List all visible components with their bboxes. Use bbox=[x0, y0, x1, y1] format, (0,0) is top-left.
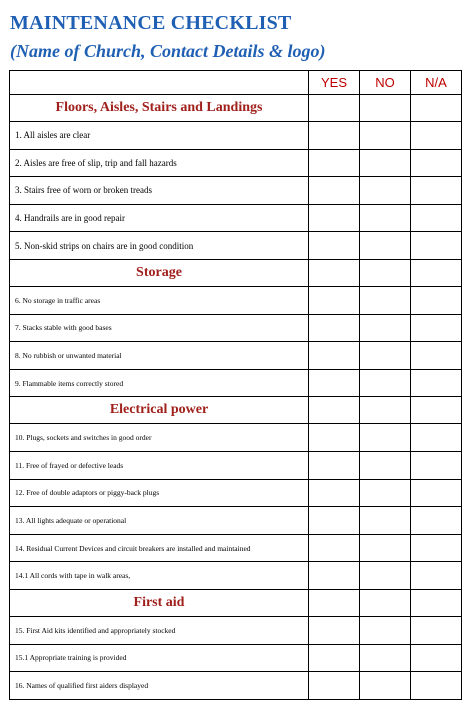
checklist-item-label: 15. First Aid kits identified and appropriately stocked bbox=[10, 616, 309, 644]
section-heading-row bbox=[10, 259, 462, 286]
checkbox-cell-no[interactable] bbox=[360, 644, 411, 672]
checklist-item-label: 16. Names of qualified first aiders displayed bbox=[10, 672, 309, 700]
section-heading: Storage bbox=[10, 259, 309, 286]
checkbox-cell-na[interactable] bbox=[411, 616, 462, 644]
checkbox-cell-na[interactable] bbox=[411, 204, 462, 232]
checkbox-cell-yes[interactable] bbox=[309, 562, 360, 590]
section-blank-cell-no bbox=[360, 397, 411, 424]
checkbox-cell-no[interactable] bbox=[360, 286, 411, 314]
checkbox-cell-na[interactable] bbox=[411, 644, 462, 672]
checkbox-cell-no[interactable] bbox=[360, 616, 411, 644]
column-header-yes: YES bbox=[309, 71, 360, 95]
checkbox-cell-na[interactable] bbox=[411, 232, 462, 260]
checkbox-cell-na[interactable] bbox=[411, 342, 462, 370]
checkbox-cell-na[interactable] bbox=[411, 177, 462, 205]
checkbox-cell-na[interactable] bbox=[411, 507, 462, 535]
checklist-item-label: 6. No storage in traffic areas bbox=[10, 286, 309, 314]
section-blank-cell-yes bbox=[309, 95, 360, 122]
checkbox-cell-no[interactable] bbox=[360, 424, 411, 452]
checklist-row bbox=[10, 149, 462, 177]
checkbox-cell-yes[interactable] bbox=[309, 451, 360, 479]
checkbox-cell-yes[interactable] bbox=[309, 286, 360, 314]
checkbox-cell-no[interactable] bbox=[360, 507, 411, 535]
section-heading: Floors, Aisles, Stairs and Landings bbox=[10, 95, 309, 122]
checkbox-cell-na[interactable] bbox=[411, 672, 462, 700]
checklist-item-label: 4. Handrails are in good repair bbox=[10, 204, 309, 232]
section-blank-cell-yes bbox=[309, 259, 360, 286]
checklist-row bbox=[10, 672, 462, 700]
checklist-item-label: 3. Stairs free of worn or broken treads bbox=[10, 177, 309, 205]
checklist-item-label: 9. Flammable items correctly stored bbox=[10, 369, 309, 397]
checkbox-cell-no[interactable] bbox=[360, 479, 411, 507]
column-header-na: N/A bbox=[411, 71, 462, 95]
checklist-row bbox=[10, 314, 462, 342]
checkbox-cell-no[interactable] bbox=[360, 204, 411, 232]
checkbox-cell-na[interactable] bbox=[411, 479, 462, 507]
checklist-item-label: 14.1 All cords with tape in walk areas, bbox=[10, 562, 309, 590]
checkbox-cell-yes[interactable] bbox=[309, 507, 360, 535]
checkbox-cell-no[interactable] bbox=[360, 232, 411, 260]
checkbox-cell-no[interactable] bbox=[360, 177, 411, 205]
checkbox-cell-na[interactable] bbox=[411, 286, 462, 314]
checkbox-cell-no[interactable] bbox=[360, 369, 411, 397]
checklist-row bbox=[10, 451, 462, 479]
checkbox-cell-yes[interactable] bbox=[309, 534, 360, 562]
checkbox-cell-no[interactable] bbox=[360, 122, 411, 150]
section-blank-cell-na bbox=[411, 397, 462, 424]
checkbox-cell-yes[interactable] bbox=[309, 424, 360, 452]
checkbox-cell-yes[interactable] bbox=[309, 232, 360, 260]
checklist-item-label: 13. All lights adequate or operational bbox=[10, 507, 309, 535]
section-heading-row bbox=[10, 397, 462, 424]
header-blank-cell bbox=[10, 71, 309, 95]
checklist-row bbox=[10, 562, 462, 590]
page-title: MAINTENANCE CHECKLIST bbox=[10, 12, 292, 34]
checkbox-cell-no[interactable] bbox=[360, 342, 411, 370]
checklist-item-label: 10. Plugs, sockets and switches in good order bbox=[10, 424, 309, 452]
section-heading: Electrical power bbox=[10, 397, 309, 424]
header-row bbox=[10, 71, 462, 95]
section-blank-cell-no bbox=[360, 259, 411, 286]
checklist-row bbox=[10, 177, 462, 205]
checklist-row bbox=[10, 479, 462, 507]
checklist-row bbox=[10, 424, 462, 452]
section-blank-cell-na bbox=[411, 589, 462, 616]
checkbox-cell-yes[interactable] bbox=[309, 672, 360, 700]
checkbox-cell-yes[interactable] bbox=[309, 616, 360, 644]
section-blank-cell-na bbox=[411, 95, 462, 122]
checklist-row bbox=[10, 644, 462, 672]
checklist-row bbox=[10, 507, 462, 535]
checkbox-cell-yes[interactable] bbox=[309, 122, 360, 150]
checkbox-cell-na[interactable] bbox=[411, 149, 462, 177]
checkbox-cell-na[interactable] bbox=[411, 122, 462, 150]
checkbox-cell-no[interactable] bbox=[360, 149, 411, 177]
section-heading: First aid bbox=[10, 589, 309, 616]
checkbox-cell-no[interactable] bbox=[360, 672, 411, 700]
checkbox-cell-no[interactable] bbox=[360, 534, 411, 562]
checkbox-cell-na[interactable] bbox=[411, 451, 462, 479]
checklist-item-label: 14. Residual Current Devices and circuit breakers are installed and maintained bbox=[10, 534, 309, 562]
checklist-row bbox=[10, 232, 462, 260]
checkbox-cell-no[interactable] bbox=[360, 451, 411, 479]
column-header-no: NO bbox=[360, 71, 411, 95]
section-blank-cell-yes bbox=[309, 589, 360, 616]
checklist-row bbox=[10, 369, 462, 397]
checkbox-cell-yes[interactable] bbox=[309, 204, 360, 232]
checklist-row bbox=[10, 616, 462, 644]
checkbox-cell-no[interactable] bbox=[360, 562, 411, 590]
checklist-item-label: 12. Free of double adaptors or piggy-back plugs bbox=[10, 479, 309, 507]
checklist-item-label: 5. Non-skid strips on chairs are in good condition bbox=[10, 232, 309, 260]
checkbox-cell-yes[interactable] bbox=[309, 177, 360, 205]
checklist-item-label: 2. Aisles are free of slip, trip and fall hazards bbox=[10, 149, 309, 177]
checkbox-cell-yes[interactable] bbox=[309, 149, 360, 177]
checkbox-cell-na[interactable] bbox=[411, 369, 462, 397]
checkbox-cell-no[interactable] bbox=[360, 314, 411, 342]
checklist-row bbox=[10, 204, 462, 232]
section-blank-cell-yes bbox=[309, 397, 360, 424]
page-subtitle: (Name of Church, Contact Details & logo) bbox=[10, 41, 326, 61]
section-blank-cell-no bbox=[360, 95, 411, 122]
checkbox-cell-yes[interactable] bbox=[309, 314, 360, 342]
checklist-item-label: 7. Stacks stable with good bases bbox=[10, 314, 309, 342]
section-heading-row bbox=[10, 589, 462, 616]
checkbox-cell-yes[interactable] bbox=[309, 479, 360, 507]
section-blank-cell-na bbox=[411, 259, 462, 286]
checklist-row bbox=[10, 122, 462, 150]
checkbox-cell-na[interactable] bbox=[411, 534, 462, 562]
checkbox-cell-yes[interactable] bbox=[309, 342, 360, 370]
checkbox-cell-na[interactable] bbox=[411, 562, 462, 590]
checklist-row bbox=[10, 534, 462, 562]
section-heading-row bbox=[10, 95, 462, 122]
checklist-item-label: 1. All aisles are clear bbox=[10, 122, 309, 150]
checklist-table bbox=[9, 70, 462, 700]
checklist-row bbox=[10, 342, 462, 370]
checkbox-cell-yes[interactable] bbox=[309, 369, 360, 397]
section-blank-cell-no bbox=[360, 589, 411, 616]
checklist-item-label: 8. No rubbish or unwanted material bbox=[10, 342, 309, 370]
checklist-row bbox=[10, 286, 462, 314]
checkbox-cell-yes[interactable] bbox=[309, 644, 360, 672]
checkbox-cell-na[interactable] bbox=[411, 424, 462, 452]
checklist-item-label: 15.1 Appropriate training is provided bbox=[10, 644, 309, 672]
checklist-item-label: 11. Free of frayed or defective leads bbox=[10, 451, 309, 479]
checkbox-cell-na[interactable] bbox=[411, 314, 462, 342]
